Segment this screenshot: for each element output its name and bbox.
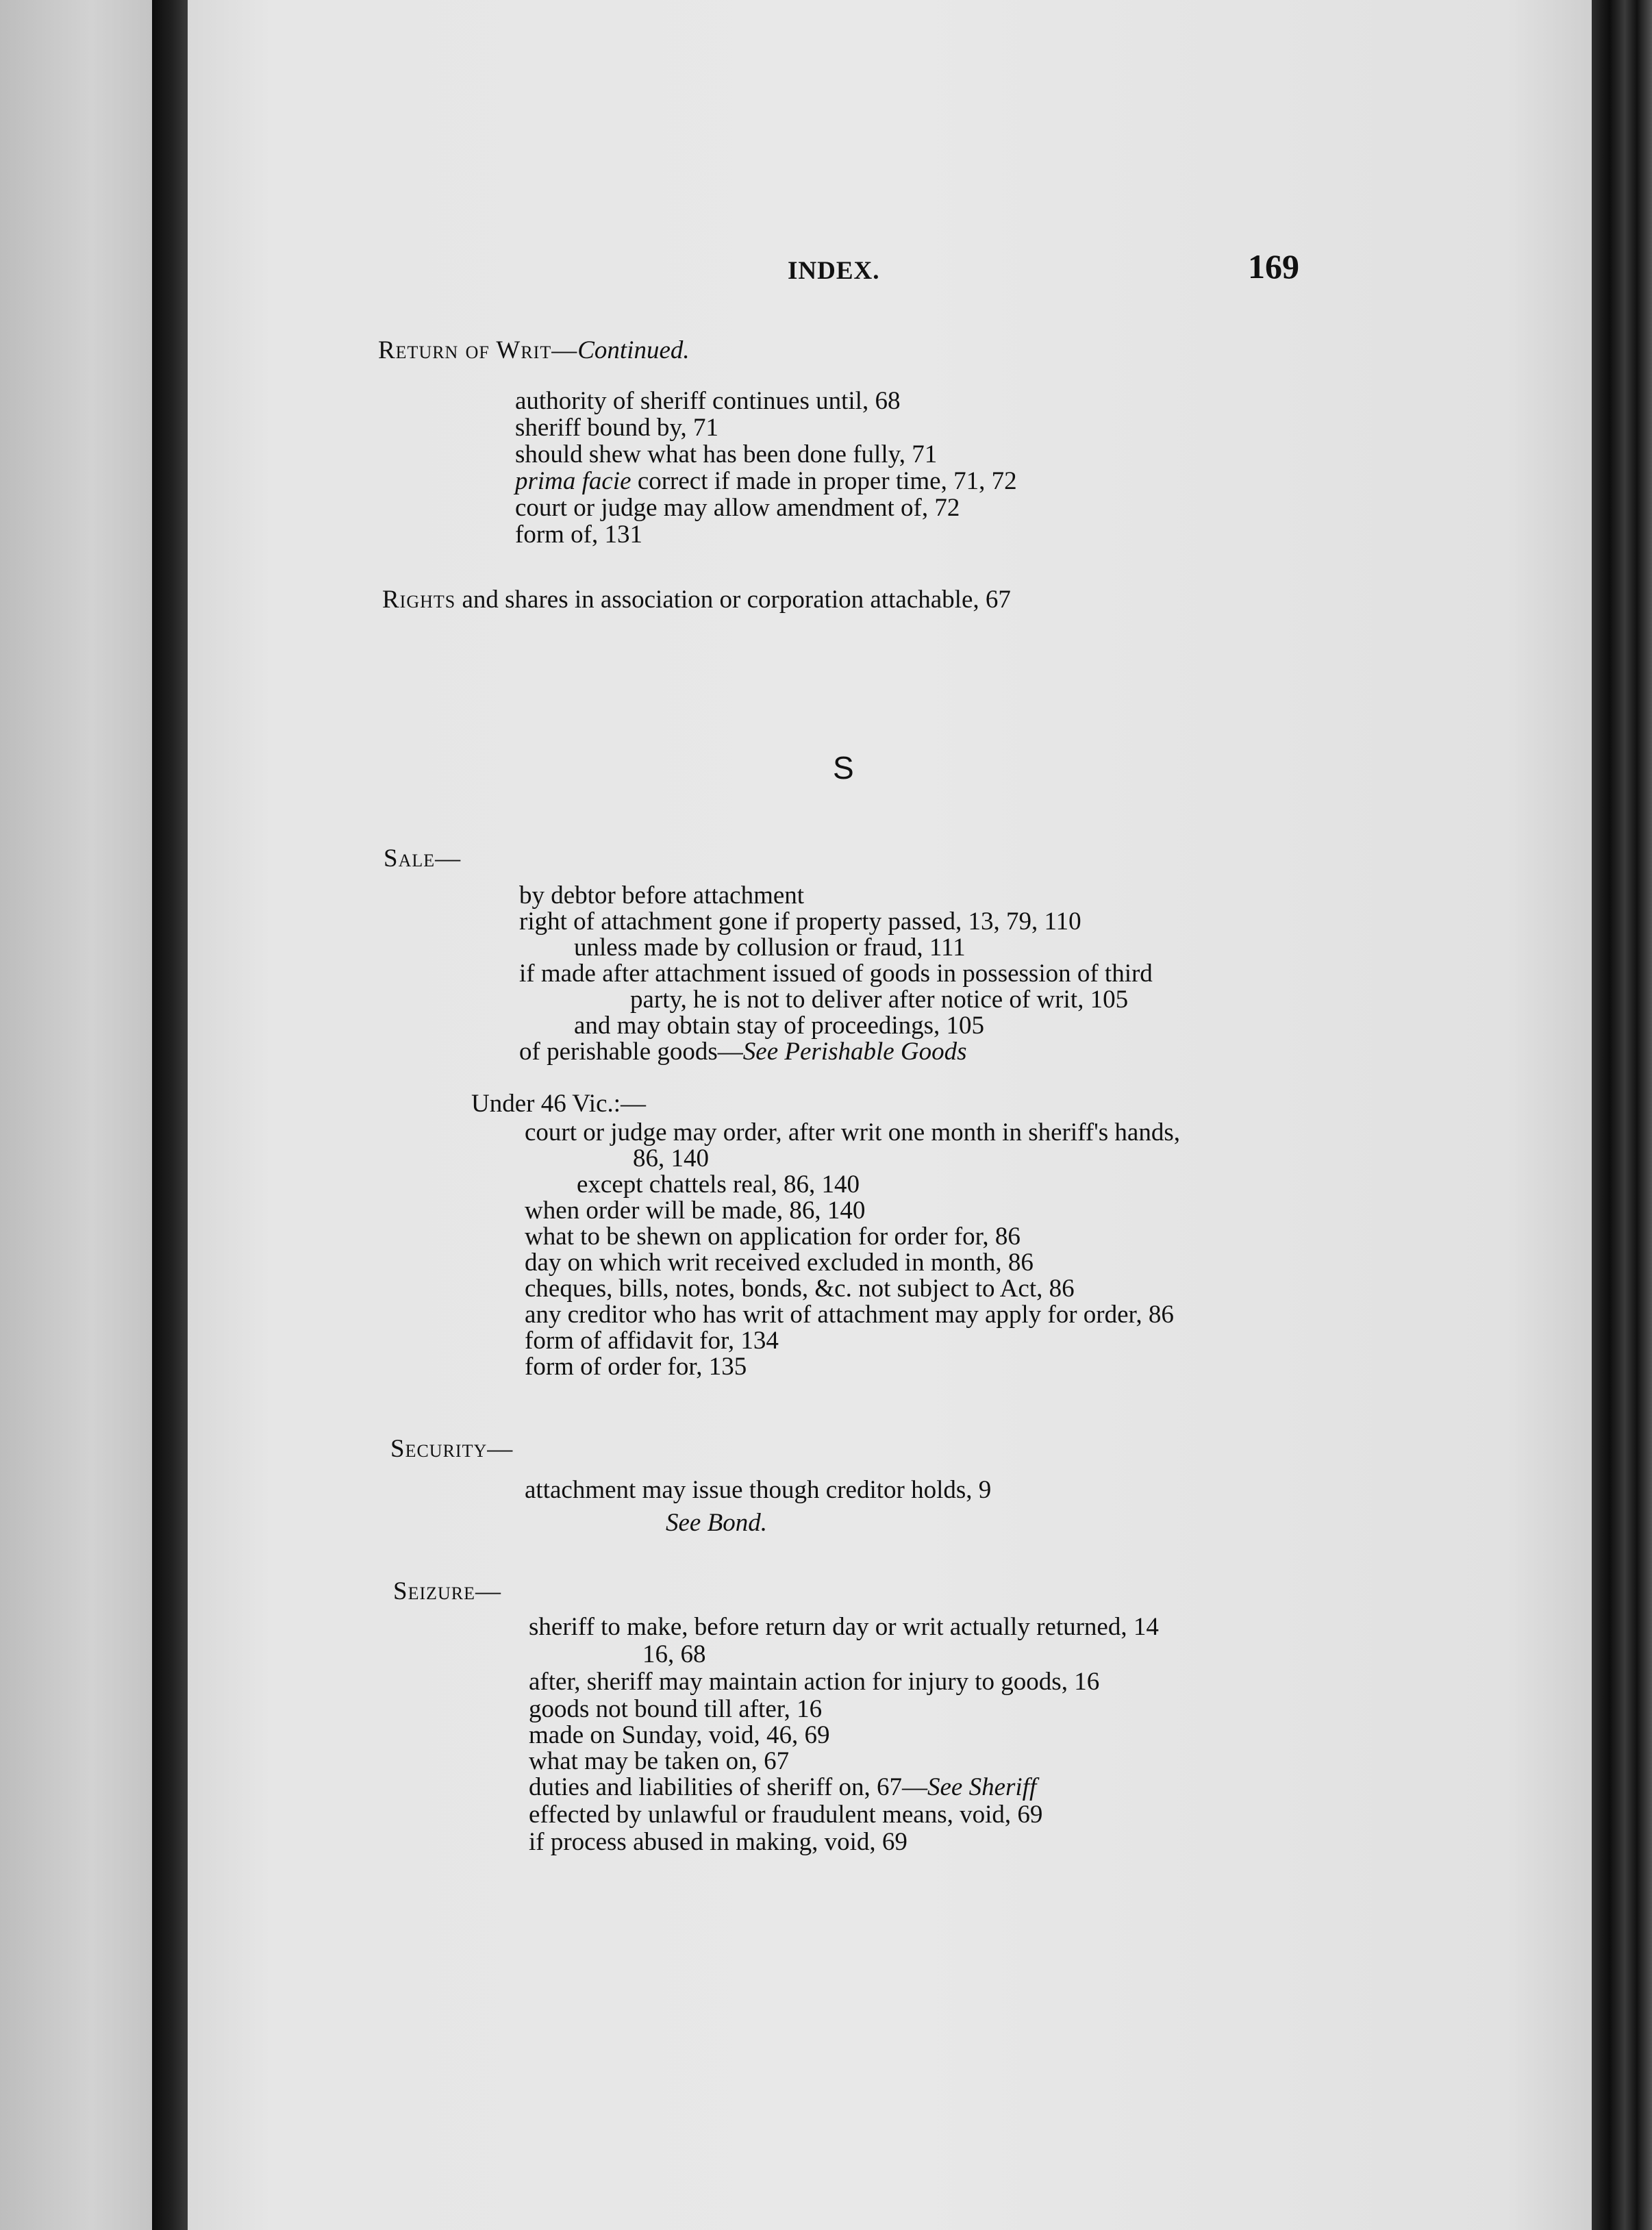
return-of-writ-heading	[378, 337, 690, 364]
index-line: form of, 131	[515, 521, 642, 549]
facing-page-edge	[0, 0, 152, 2230]
index-line: made on Sunday, void, 46, 69	[529, 1721, 830, 1749]
prima-facie-phrase: prima facie	[515, 467, 631, 495]
index-line: sheriff bound by, 71	[515, 414, 718, 442]
page-stack-edge	[1592, 0, 1652, 2230]
index-line: unless made by collusion or fraud, 111	[574, 934, 966, 962]
security-heading	[390, 1436, 513, 1463]
index-line: 86, 140	[633, 1144, 709, 1173]
index-line: any creditor who has writ of attachment may apply for order, 86	[525, 1301, 1174, 1329]
cross-reference: See Bond.	[666, 1509, 767, 1537]
sale-subheading: Under 46 Vic.:—	[471, 1090, 647, 1118]
index-page	[188, 0, 1592, 2230]
index-line: what may be taken on, 67	[529, 1747, 790, 1775]
headword: Seizure—	[393, 1577, 501, 1605]
index-line: prima facie correct if made in proper time, 71, 72	[515, 467, 1017, 495]
rights-entry: Rights and shares in association or corporation attachable, 67	[382, 586, 1011, 614]
book-gutter	[152, 0, 188, 2230]
index-line: court or judge may order, after writ one month in sheriff's hands,	[525, 1118, 1180, 1147]
index-line: after, sheriff may maintain action for injury to goods, 16	[529, 1668, 1100, 1696]
index-line: authority of sheriff continues until, 68	[515, 387, 901, 415]
headword: Return of Writ—	[378, 336, 578, 364]
index-line: of perishable goods—See Perishable Goods	[519, 1038, 967, 1066]
index-line: except chattels real, 86, 140	[577, 1170, 860, 1199]
index-line: and may obtain stay of proceedings, 105	[574, 1012, 985, 1040]
section-letter: S	[833, 750, 854, 786]
index-line: right of attachment gone if property passed, 13, 79, 110	[519, 907, 1081, 936]
cross-reference: See Sheriff	[927, 1773, 1037, 1801]
continued-label: Continued.	[577, 336, 690, 364]
index-line: attachment may issue though creditor holds, 9	[525, 1476, 992, 1504]
sale-heading	[384, 845, 461, 873]
index-line: when order will be made, 86, 140	[525, 1197, 866, 1225]
index-line: form of order for, 135	[525, 1353, 747, 1381]
running-head: INDEX.	[788, 257, 880, 285]
index-line: should shew what has been done fully, 71	[515, 440, 938, 468]
index-line: goods not bound till after, 16	[529, 1695, 823, 1723]
index-line: sheriff to make, before return day or writ actually returned, 14	[529, 1613, 1159, 1641]
index-line: duties and liabilities of sheriff on, 67—See Sheriff	[529, 1773, 1037, 1801]
index-line: if process abused in making, void, 69	[529, 1828, 908, 1856]
index-line: by debtor before attachment	[519, 881, 805, 910]
index-line: what to be shewn on application for order for, 86	[525, 1223, 1021, 1251]
seizure-heading	[393, 1578, 501, 1605]
headword: Sale—	[384, 844, 462, 873]
index-line: court or judge may allow amendment of, 72	[515, 494, 960, 522]
index-line: cheques, bills, notes, bonds, &c. not subject to Act, 86	[525, 1275, 1075, 1303]
index-line: form of affidavit for, 134	[525, 1327, 779, 1355]
index-line: day on which writ received excluded in month, 86	[525, 1249, 1034, 1277]
page-number: 169	[1248, 247, 1299, 286]
index-line: 16, 68	[642, 1640, 706, 1668]
index-line: if made after attachment issued of goods in possession of third	[519, 960, 1153, 988]
index-line: party, he is not to deliver after notice of writ, 105	[630, 986, 1129, 1014]
headword: Security—	[390, 1435, 514, 1463]
headword: Rights	[382, 586, 456, 614]
index-line: effected by unlawful or fraudulent means, void, 69	[529, 1801, 1043, 1829]
cross-reference: See Perishable Goods	[742, 1038, 967, 1066]
